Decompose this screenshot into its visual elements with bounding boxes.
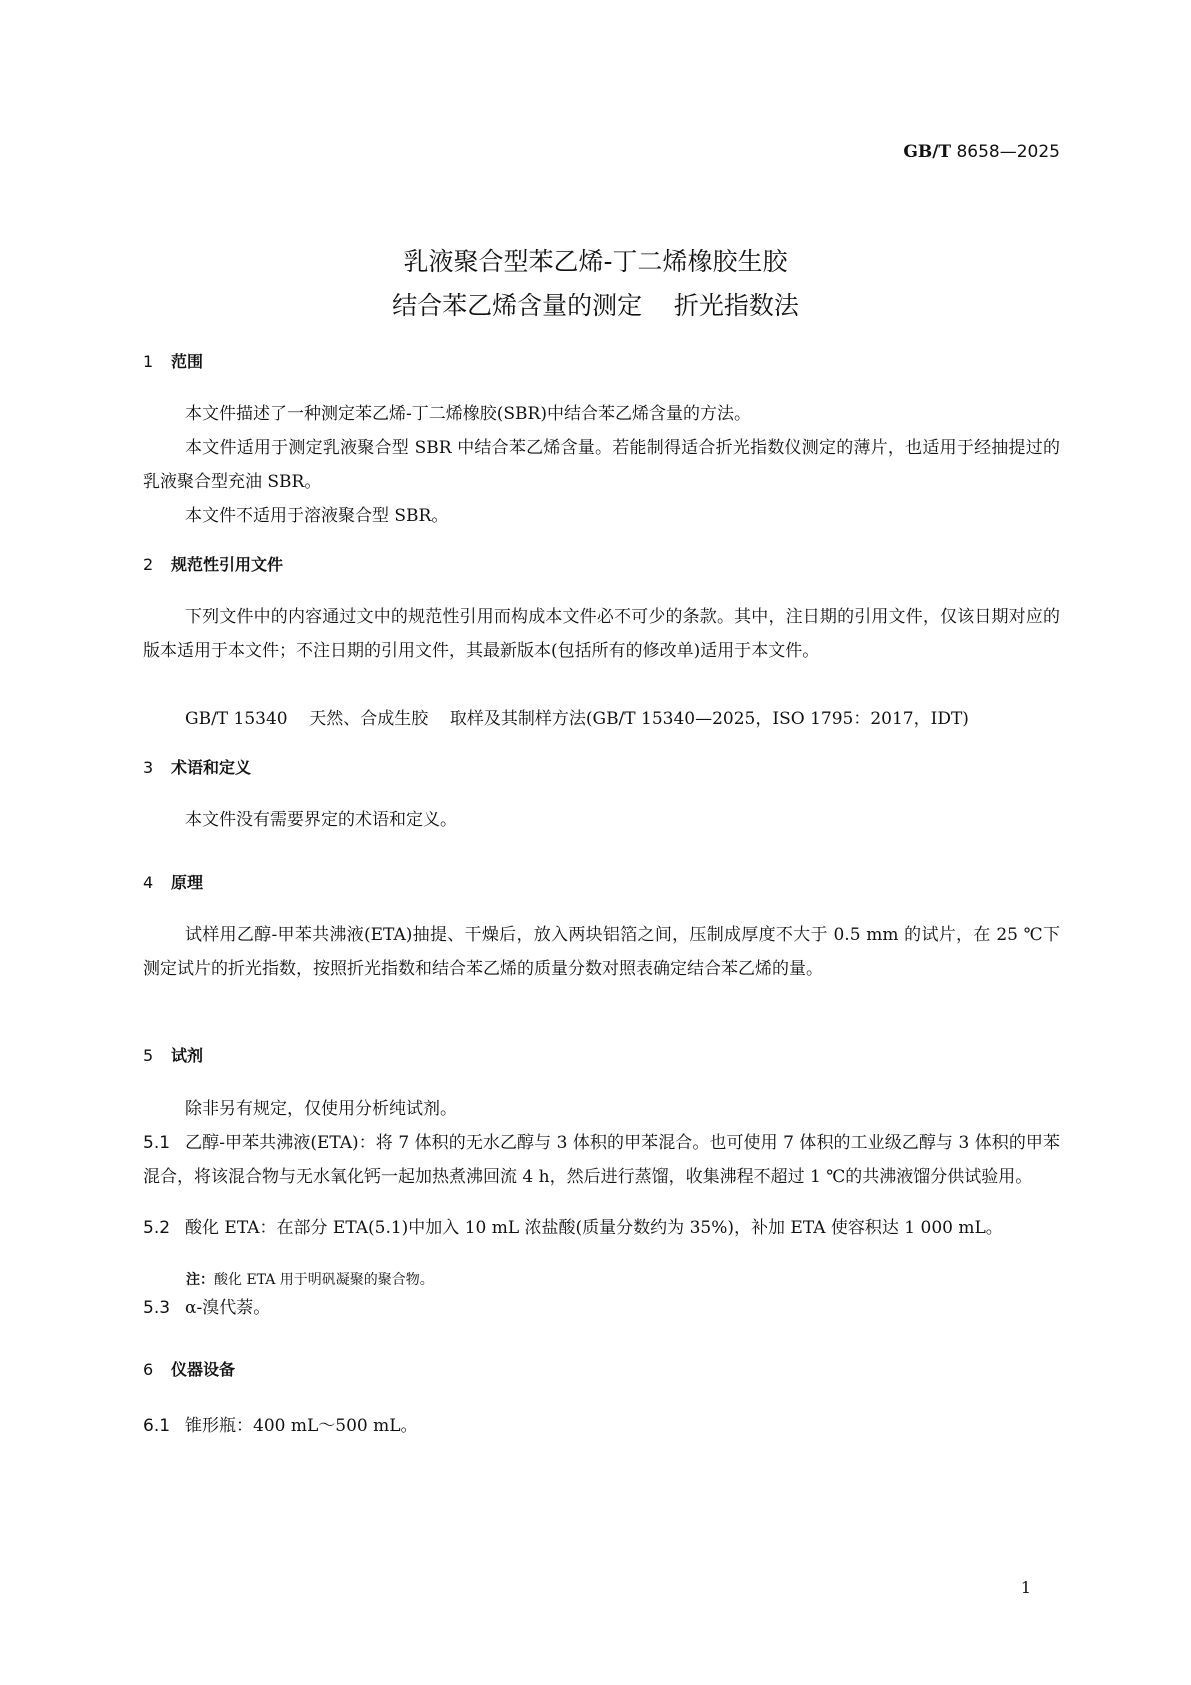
- clause-6-1-text: 锥形瓶：400 mL～500 mL。: [185, 1416, 418, 1436]
- section-2-title: 规范性引用文件: [171, 555, 284, 574]
- clause-5-2-text: 酸化 ETA：在部分 ETA(5.1)中加入 10 mL 浓盐酸(质量分数约为 35%)，补加 ETA 使容积达 1 000 mL。: [185, 1218, 1003, 1238]
- clause-5-3: [143, 1291, 1060, 1325]
- clause-5-3-number: 5.3: [143, 1298, 171, 1318]
- section-4-number: 4: [143, 873, 154, 892]
- clause-5-2: [143, 1211, 1060, 1245]
- section-6-number: 6: [143, 1360, 154, 1379]
- note-text: 酸化 ETA 用于明矾凝聚的聚合物。: [214, 1272, 434, 1288]
- section-1-heading: [143, 349, 203, 372]
- section-5-heading: [143, 1043, 203, 1066]
- clause-5-1: [143, 1126, 1060, 1194]
- document-prefix: GB/T: [903, 142, 952, 162]
- section-2-heading: [143, 552, 283, 575]
- section-3-heading: [143, 755, 251, 778]
- clause-5-3-text: α-溴代萘。: [185, 1298, 271, 1318]
- note: [186, 1268, 434, 1292]
- clause-6-1: [143, 1409, 1060, 1443]
- clause-5-1-text: 乙醇-甲苯共沸液(ETA)：将 7 体积的无水乙醇与 3 体积的甲苯混合。也可使用 7 体积的工业级乙醇与 3 体积的甲苯混合，将该混合物与无水氧化钙一起加热煮沸回流 4 h，然后进行蒸馏，收集沸程不超过 1 ℃的共沸液馏分供试验用。: [143, 1133, 1060, 1187]
- section-3-number: 3: [143, 758, 154, 777]
- section-4-title: 原理: [171, 873, 204, 892]
- section-1-title: 范围: [171, 352, 204, 371]
- section-1-number: 1: [143, 352, 154, 371]
- section-5-paragraph-1: 除非另有规定，仅使用分析纯试剂。: [185, 1099, 457, 1119]
- section-5-number: 5: [143, 1046, 154, 1065]
- clause-5-1-number: 5.1: [143, 1133, 171, 1153]
- section-6-title: 仪器设备: [171, 1360, 236, 1379]
- section-6-heading: [143, 1357, 235, 1380]
- document-title: [0, 240, 1191, 328]
- clause-5-2-number: 5.2: [143, 1218, 171, 1238]
- section-2-number: 2: [143, 555, 154, 574]
- document-number: [903, 142, 1060, 162]
- section-1-paragraph-2: 本文件适用于测定乳液聚合型 SBR 中结合苯乙烯含量。若能制得适合折光指数仪测定的薄片，也适用于经抽提过的乳液聚合型充油 SBR。: [143, 438, 1060, 492]
- document-code: 8658—2025: [956, 142, 1060, 162]
- section-4-heading: [143, 870, 203, 893]
- section-3-paragraph-1: 本文件没有需要界定的术语和定义。: [185, 810, 457, 830]
- section-1-paragraph-1: 本文件描述了一种测定苯乙烯-丁二烯橡胶(SBR)中结合苯乙烯含量的方法。: [185, 404, 751, 424]
- section-5-title: 试剂: [171, 1046, 204, 1065]
- page-number: 1: [1020, 1578, 1031, 1597]
- title-line-1: 乳液聚合型苯乙烯-丁二烯橡胶生胶: [403, 247, 788, 276]
- clause-6-1-number: 6.1: [143, 1416, 171, 1436]
- section-3-title: 术语和定义: [171, 758, 252, 777]
- section-2-paragraph-1: 下列文件中的内容通过文中的规范性引用而构成本文件必不可少的条款。其中，注日期的引用文件，仅该日期对应的版本适用于本文件；不注日期的引用文件，其最新版本(包括所有的修改单)适用于本文件。: [143, 607, 1060, 661]
- section-4-paragraph-1: 试样用乙醇-甲苯共沸液(ETA)抽提、干燥后，放入两块铝箔之间，压制成厚度不大于 0.5 mm 的试片，在 25 ℃下测定试片的折光指数，按照折光指数和结合苯乙烯的质量分数对照表确定结合苯乙烯的量。: [143, 925, 1060, 979]
- normative-reference: GB/T 15340 天然、合成生胶 取样及其制样方法(GB/T 15340—2025，ISO 1795：2017，IDT): [185, 709, 969, 729]
- section-1-paragraph-3: 本文件不适用于溶液聚合型 SBR。: [185, 506, 449, 526]
- note-label: 注：: [186, 1272, 214, 1288]
- title-line-2: 结合苯乙烯含量的测定 折光指数法: [392, 291, 799, 320]
